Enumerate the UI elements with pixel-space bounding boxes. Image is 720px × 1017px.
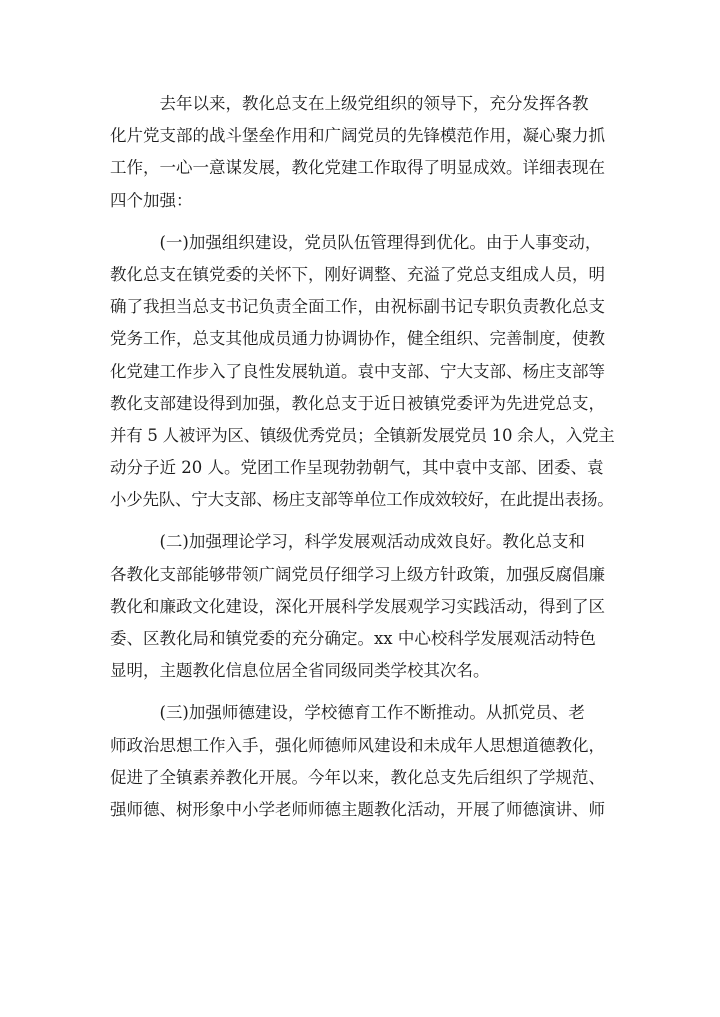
text-line: 化党建工作步入了良性发展轨道。袁中支部、宁大支部、杨庄支部等 <box>110 361 605 381</box>
text-line: 小少先队、宁大支部、杨庄支部等单位工作成效较好，在此提出表扬。 <box>110 490 614 510</box>
text-line: (三)加强师德建设，学校德育工作不断推动。从抓党员、老 <box>110 703 585 723</box>
text-line: 党务工作，总支其他成员通力协调协作，健全组织、完善制度，使教 <box>110 329 605 349</box>
paragraph <box>110 697 614 826</box>
text-line: (一)加强组织建设，党员队伍管理得到优化。由于人事变动， <box>110 232 602 252</box>
text-line: 并有 5 人被评为区、镇级优秀党员；全镇新发展党员 10 余人，入党主 <box>110 425 615 445</box>
text-line: 促进了全镇素养教化开展。今年以来，教化总支先后组织了学规范、 <box>110 767 605 787</box>
text-line: 委、区教化局和镇党委的充分确定。xx 中心校科学发展观活动特色 <box>110 629 596 648</box>
paragraph <box>110 88 614 217</box>
text-line: 四个加强： <box>110 190 193 210</box>
text-line: 强师德、树形象中小学老师师德主题教化活动，开展了师德演讲、师 <box>110 799 605 819</box>
paragraph-gap <box>110 217 614 227</box>
text-line: 动分子近 20 人。党团工作呈现勃勃朝气，其中袁中支部、团委、袁 <box>110 458 604 478</box>
text-line: 教化支部建设得到加强，教化总支于近日被镇党委评为先进党总支， <box>110 393 605 413</box>
text-line: 去年以来，教化总支在上级党组织的领导下，充分发挥各教 <box>110 94 589 113</box>
paragraph <box>110 526 614 687</box>
paragraph-gap <box>110 687 614 697</box>
text-line: 化片党支部的战斗堡垒作用和广阔党员的先锋模范作用，凝心聚力抓 <box>110 126 605 146</box>
document-body <box>110 88 614 826</box>
text-line: (二)加强理论学习，科学发展观活动成效良好。教化总支和 <box>110 532 585 552</box>
text-line: 确了我担当总支书记负责全面工作，由祝标副书记专职负责教化总支 <box>110 297 605 317</box>
text-line: 工作，一心一意谋发展，教化党建工作取得了明显成效。详细表现在 <box>110 158 605 178</box>
text-line: 各教化支部能够带领广阔党员仔细学习上级方针政策，加强反腐倡廉 <box>110 564 605 584</box>
paragraph <box>110 227 614 517</box>
text-line: 教化总支在镇党委的关怀下，刚好调整、充溢了党总支组成人员，明 <box>110 264 605 284</box>
text-line: 教化和廉政文化建设，深化开展科学发展观学习实践活动，得到了区 <box>110 596 605 616</box>
text-line: 显明，主题教化信息位居全省同级同类学校其次名。 <box>110 661 490 681</box>
text-line: 师政治思想工作入手，强化师德师风建设和未成年人思想道德教化， <box>110 735 605 755</box>
paragraph-gap <box>110 516 614 526</box>
